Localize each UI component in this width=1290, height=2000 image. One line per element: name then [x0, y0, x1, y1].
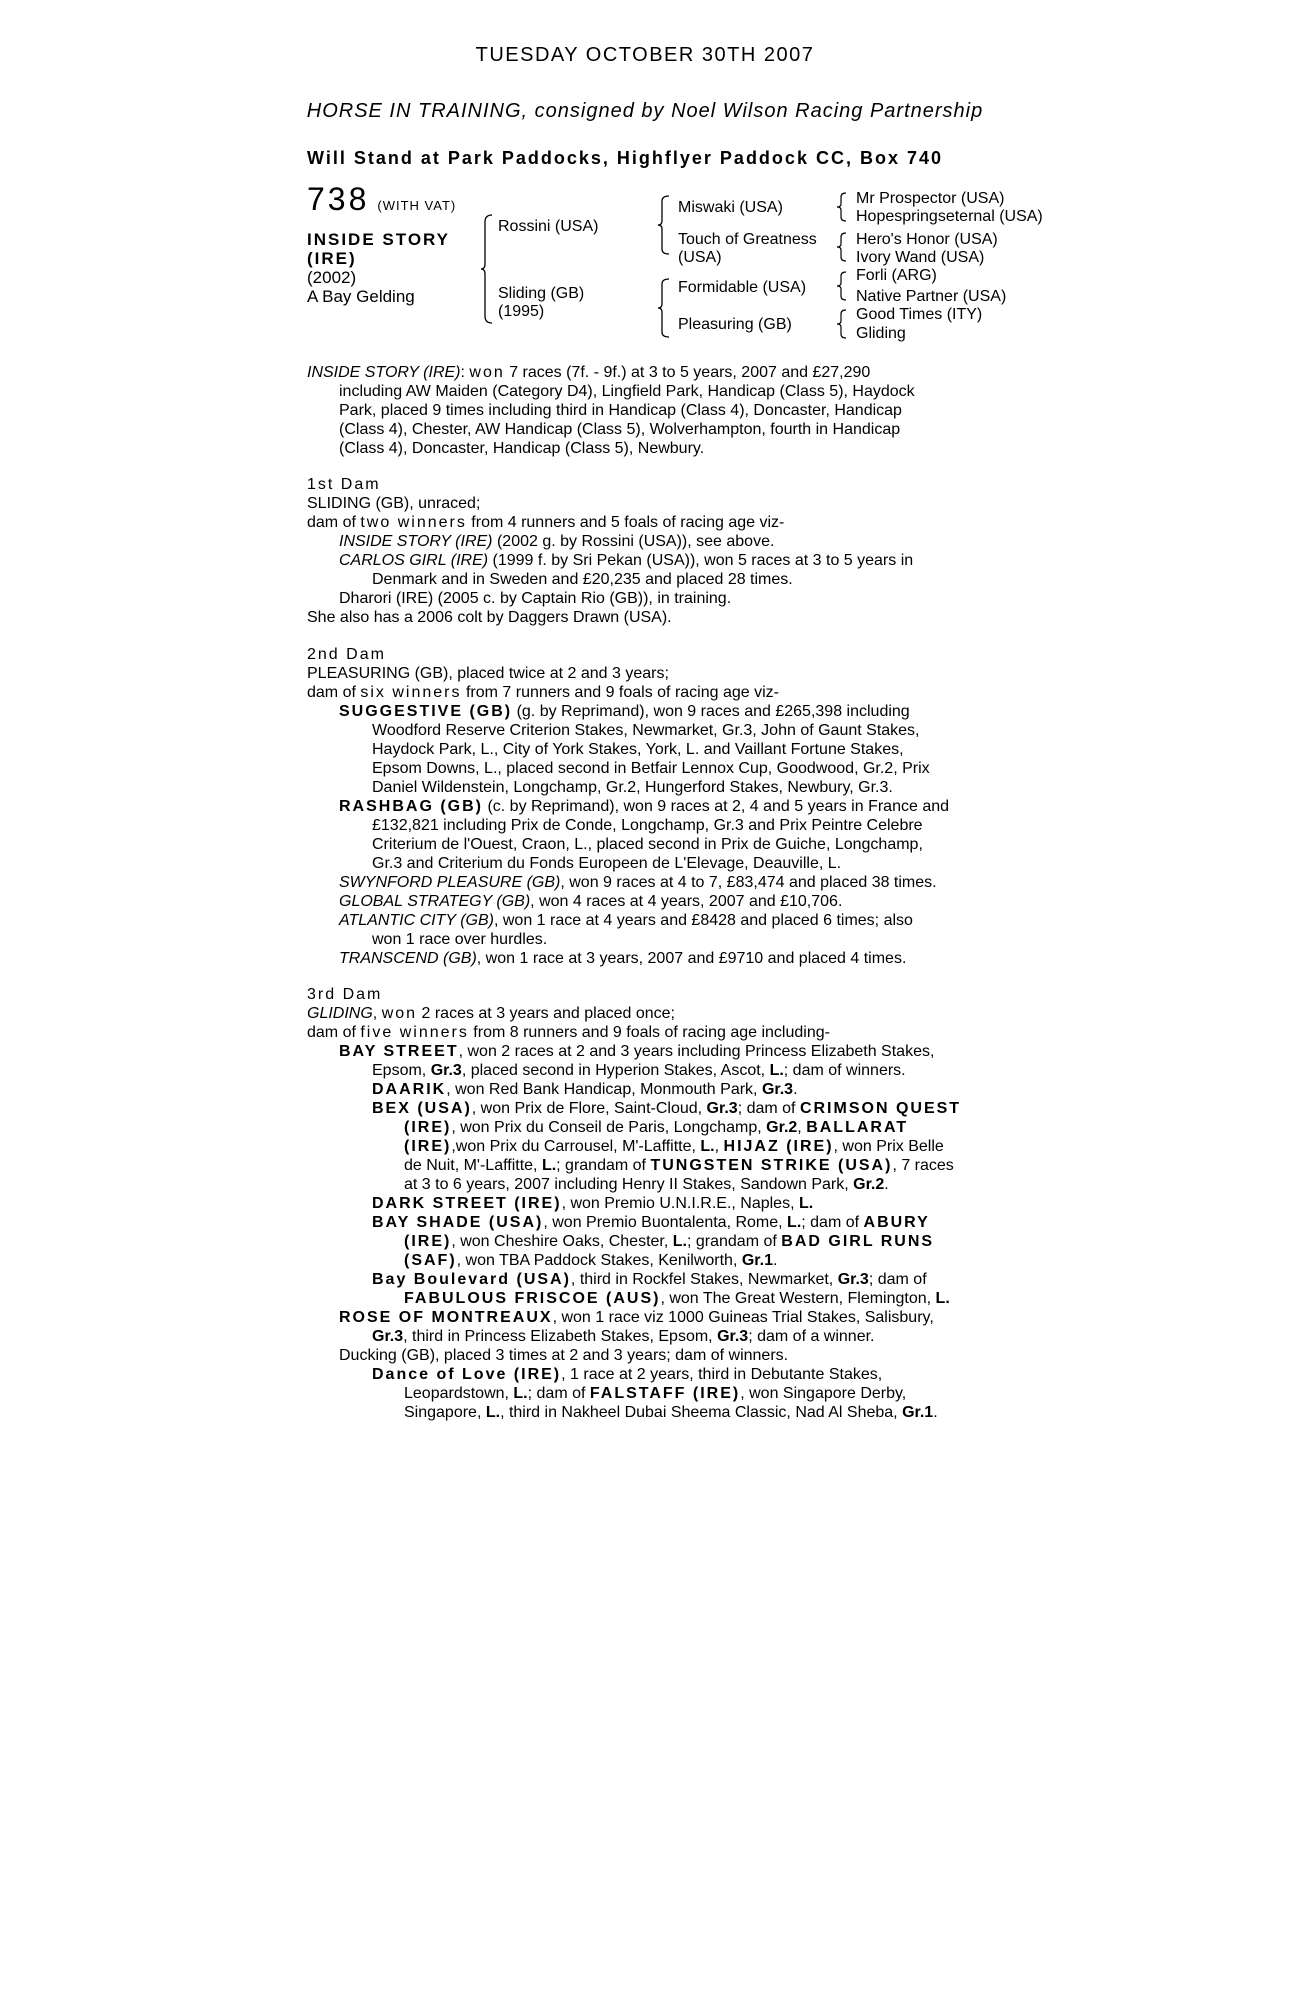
offspring-name: TRANSCEND (GB)	[339, 950, 477, 967]
pedigree-ggp-6: Native Partner (USA)	[856, 288, 1007, 305]
offspring-text: , won 1 race at 3 years, 2007 and £9710 and placed 4 times.	[476, 950, 907, 967]
text-fragment: from 7 runners and 9 foals of racing age viz-	[461, 684, 779, 701]
descendant-line: Dance of Love (IRE), 1 race at 2 years, third in Debutante Stakes,	[372, 1366, 883, 1383]
pedigree-brace-g2	[836, 232, 848, 262]
descendant-line: Singapore, L., third in Nakheel Dubai Sheema Classic, Nad Al Sheba, Gr.1.	[404, 1404, 938, 1421]
third-dam-descendants	[307, 1042, 977, 1422]
offspring-name: INSIDE STORY (IRE)	[339, 533, 493, 550]
horse-description: A Bay Gelding	[307, 287, 415, 306]
descendant-line: DARK STREET (IRE), won Premio U.N.I.R.E., Naples, L.	[372, 1195, 814, 1212]
descendant-line: (SAF), won TBA Paddock Stakes, Kenilworth, Gr.1.	[404, 1252, 778, 1269]
offspring-name: RASHBAG (GB)	[339, 798, 483, 815]
first-dam-line: She also has a 2006 colt by Daggers Drawn (USA).	[307, 609, 672, 626]
text-fragment: dam of	[307, 514, 361, 531]
winners-count: six winners	[360, 684, 462, 701]
third-dam-heading: 3rd Dam	[307, 986, 383, 1003]
consignment-line: HORSE IN TRAINING, consigned by Noel Wilson Racing Partnership	[306, 100, 984, 122]
offspring-text: , won 9 races at 4 to 7, £83,474 and placed 38 times.	[560, 874, 937, 891]
offspring-text: Daniel Wildenstein, Longchamp, Gr.2, Hungerford Stakes, Newbury, Gr.3.	[372, 779, 893, 796]
offspring-text: (c. by Reprimand), won 9 races at 2, 4 and 5 years in France and	[483, 798, 950, 815]
offspring-name: ATLANTIC CITY (GB)	[339, 912, 494, 929]
second-dam-section	[307, 645, 977, 968]
descendant-line: at 3 to 6 years, 2007 including Henry II Stakes, Sandown Park, Gr.2.	[404, 1176, 889, 1193]
third-dam-section: 3rd Dam GLIDING, won 2 races at 3 years and placed once; dam of five winners from 8 runners and 9 foals of racing age including- BAY STREET, won 2 races at 2 and 3 years including Princess Elizabeth Stakes, Epsom, Gr.3, placed second in Hyperion Stakes, Ascot, L.; dam of winners. DAARIK, won Red Bank Handicap, Monmouth Park, Gr.3. BEX (USA), won Prix de Flore, Saint-Cloud, Gr.3; dam of CRIMSON QUEST (IRE), won Prix du Conseil de Paris, Longchamp, Gr.2, BALLARAT (IRE),won Prix du Carrousel, M'-Laffitte, L., HIJAZ (IRE), won Prix Belle de Nuit, M'-Laffitte, L.; grandam of TUNGSTEN STRIKE (USA), 7 races at 3 to 6 years, 2007 including Henry II Stakes, Sandown Park, Gr.2. DARK STREET (IRE), won Premio U.N.I.R.E., Naples, L. BAY SHADE (USA), won Premio Buontalenta, Rome, L.; dam of ABURY (IRE), won Cheshire Oaks, Chester, L.; grandam of BAD GIRL RUNS (SAF), won TBA Paddock Stakes, Kenilworth, Gr.1. Bay Boulevard (USA), third in Rockfel Stakes, Newmarket, Gr.3; dam of FABULOUS FRISCOE (AUS), won The Great Western, Flemington, L. ROSE OF MONTREAUX, won 1 race viz 1000 Guineas Trial Stakes, Salisbury, Gr.3, third in Princess Elizabeth Stakes, Epsom, Gr.3; dam of a winner. Ducking (GB), placed 3 times at 2 and 3 years; dam of winners. Dance of Love (IRE), 1 race at 2 years, third in Debutante Stakes, Leopardstown, L.; dam of FALSTAFF (IRE), won Singapore Derby, Singapore, L., third in Nakheel Dubai Sheema Classic, Nad Al Sheba, Gr.1.	[307, 985, 977, 1422]
record-line: (Class 4), Doncaster, Handicap (Class 5), Newbury.	[339, 440, 705, 457]
first-dam-heading: 1st Dam	[307, 476, 381, 493]
pedigree-sire-dam-origin: (USA)	[678, 249, 722, 266]
offspring-text: Dharori (IRE) (2005 c. by Captain Rio (GB)), in training.	[339, 590, 732, 607]
race-record: INSIDE STORY (IRE): won 7 races (7f. - 9f.) at 3 to 5 years, 2007 and £27,290 including AW Maiden (Category D4), Lingfield Park, Handicap (Class 5), Haydock Park, placed 9 times including third in Handicap (Class 4), Doncaster, Handicap (Class 4), Chester, AW Handicap (Class 5), Wolverhampton, fourth in Handicap (Class 4), Doncaster, Handicap (Class 5), Newbury.	[307, 363, 977, 458]
pedigree-brace-g1	[836, 192, 848, 222]
descendant-line: Ducking (GB), placed 3 times at 2 and 3 years; dam of winners.	[339, 1347, 789, 1364]
offspring-text: , won 4 races at 4 years, 2007 and £10,706.	[530, 893, 843, 910]
descendant-line: de Nuit, M'-Laffitte, L.; grandam of TUNGSTEN STRIKE (USA), 7 races	[404, 1157, 954, 1174]
descendant-line: (IRE),won Prix du Carrousel, M'-Laffitte, L., HIJAZ (IRE), won Prix Belle	[404, 1138, 944, 1155]
horse-name: INSIDE STORY	[307, 230, 451, 249]
winners-count: two winners	[360, 514, 467, 531]
descendant-line: (IRE), won Cheshire Oaks, Chester, L.; grandam of BAD GIRL RUNS	[404, 1233, 935, 1250]
text-fragment: from 8 runners and 9 foals of racing age including-	[468, 1024, 830, 1041]
text-fragment: dam of	[307, 684, 361, 701]
lot-number: 738	[307, 181, 370, 217]
winners-count: five winners	[360, 1024, 469, 1041]
pedigree-ggp-3: Hero's Honor (USA)	[856, 231, 998, 248]
offspring-text: , won 1 race at 4 years and £8428 and placed 6 times; also	[493, 912, 913, 929]
offspring-text: Haydock Park, L., City of York Stakes, York, L. and Vaillant Fortune Stakes,	[372, 741, 904, 758]
offspring-text: Criterium de l'Ouest, Craon, L., placed second in Prix de Guiche, Longchamp,	[372, 836, 923, 853]
text-fragment: dam of	[307, 1024, 361, 1041]
offspring-text: (g. by Reprimand), won 9 races and £265,398 including	[512, 703, 910, 720]
text-fragment: from 4 runners and 5 foals of racing age viz-	[466, 514, 785, 531]
offspring-text: (1999 f. by Sri Pekan (USA)), won 5 races at 3 to 5 years in	[488, 552, 914, 569]
pedigree-brace-sire	[657, 195, 671, 255]
record-horse-name: INSIDE STORY (IRE)	[307, 364, 461, 381]
descendant-line: Gr.3, third in Princess Elizabeth Stakes, Epsom, Gr.3; dam of a winner.	[372, 1328, 875, 1345]
pedigree-ggp-4: Ivory Wand (USA)	[856, 249, 985, 266]
first-dam-section	[307, 475, 977, 627]
record-line: Park, placed 9 times including third in Handicap (Class 4), Doncaster, Handicap	[339, 402, 902, 419]
pedigree-ggp-7: Good Times (ITY)	[856, 306, 983, 323]
descendant-line: Leopardstown, L.; dam of FALSTAFF (IRE), won Singapore Derby,	[404, 1385, 907, 1402]
offspring-name: GLOBAL STRATEGY (GB)	[339, 893, 531, 910]
horse-year: (2002)	[307, 268, 357, 287]
vat-note: (WITH VAT)	[377, 198, 457, 213]
second-dam-heading: 2nd Dam	[307, 646, 386, 663]
horse-origin: (IRE)	[307, 249, 357, 268]
descendant-line: ROSE OF MONTREAUX, won 1 race viz 1000 Guineas Trial Stakes, Salisbury,	[339, 1309, 934, 1326]
pedigree-brace-dam	[657, 278, 671, 338]
pedigree-ggp-1: Mr Prospector (USA)	[856, 190, 1005, 207]
offspring-name: SWYNFORD PLEASURE (GB)	[339, 874, 561, 891]
offspring-text: £132,821 including Prix de Conde, Longchamp, Gr.3 and Prix Peintre Celebre	[372, 817, 923, 834]
pedigree-dam-sire: Formidable (USA)	[678, 279, 807, 296]
descendant-line: Bay Boulevard (USA), third in Rockfel Stakes, Newmarket, Gr.3; dam of	[372, 1271, 927, 1288]
pedigree-sire: Rossini (USA)	[498, 218, 599, 235]
record-won: won	[469, 364, 505, 381]
first-dam-line: SLIDING (GB), unraced;	[307, 495, 481, 512]
third-dam-name: GLIDING	[307, 1005, 373, 1022]
descendant-line: FABULOUS FRISCOE (AUS), won The Great Western, Flemington, L.	[404, 1290, 950, 1307]
descendant-line: BAY STREET, won 2 races at 2 and 3 years including Princess Elizabeth Stakes,	[339, 1043, 935, 1060]
descendant-line: Epsom, Gr.3, placed second in Hyperion Stakes, Ascot, L.; dam of winners.	[372, 1062, 906, 1079]
text-fragment: 2 races at 3 years and placed once;	[417, 1005, 675, 1022]
second-dam-line: PLEASURING (GB), placed twice at 2 and 3 years;	[307, 665, 669, 682]
offspring-name: CARLOS GIRL (IRE)	[339, 552, 489, 569]
record-line: (Class 4), Chester, AW Handicap (Class 5), Wolverhampton, fourth in Handicap	[339, 421, 901, 438]
pedigree-ggp-5: Forli (ARG)	[856, 267, 937, 284]
descendant-line: BEX (USA), won Prix de Flore, Saint-Cloud, Gr.3; dam of CRIMSON QUEST	[372, 1100, 962, 1117]
pedigree-sire-sire: Miswaki (USA)	[678, 199, 783, 216]
pedigree-brace-g3	[836, 271, 848, 301]
pedigree-sire-dam: Touch of Greatness	[678, 231, 817, 248]
lot-header	[307, 181, 457, 217]
offspring-text: Woodford Reserve Criterion Stakes, Newmarket, Gr.3, John of Gaunt Stakes,	[372, 722, 920, 739]
text-fragment: won	[381, 1005, 418, 1022]
pedigree-dam: Sliding (GB)	[498, 285, 585, 302]
offspring-text: won 1 race over hurdles.	[372, 931, 548, 948]
offspring-text: Epsom Downs, L., placed second in Betfair Lennox Cup, Goodwood, Gr.2, Prix	[372, 760, 930, 777]
pedigree-brace-g4	[836, 309, 848, 339]
pedigree-brace-main	[480, 214, 494, 324]
record-line: including AW Maiden (Category D4), Lingfield Park, Handicap (Class 5), Haydock	[339, 383, 915, 400]
offspring-text: (2002 g. by Rossini (USA)), see above.	[492, 533, 775, 550]
pedigree-ggp-2: Hopespringseternal (USA)	[856, 208, 1043, 225]
descendant-line: (IRE), won Prix du Conseil de Paris, Longchamp, Gr.2, BALLARAT	[404, 1119, 909, 1136]
offspring-text: Gr.3 and Criterium du Fonds Europeen de L'Elevage, Deauville, L.	[372, 855, 842, 872]
record-line: 7 races (7f. - 9f.) at 3 to 5 years, 2007 and £27,290	[504, 364, 871, 381]
pedigree-dam-dam: Pleasuring (GB)	[678, 316, 792, 333]
pedigree-ggp-8: Gliding	[856, 325, 906, 342]
horse-details	[307, 230, 450, 306]
sale-date: TUESDAY OCTOBER 30TH 2007	[475, 44, 815, 66]
descendant-line: BAY SHADE (USA), won Premio Buontalenta, Rome, L.; dam of ABURY	[372, 1214, 930, 1231]
descendant-line: DAARIK, won Red Bank Handicap, Monmouth Park, Gr.3.	[372, 1081, 798, 1098]
offspring-text: Denmark and in Sweden and £20,235 and placed 28 times.	[372, 571, 793, 588]
stand-location: Will Stand at Park Paddocks, Highflyer Paddock CC, Box 740	[307, 148, 943, 168]
offspring-name: SUGGESTIVE (GB)	[339, 703, 513, 720]
pedigree-dam-year: (1995)	[498, 303, 545, 320]
